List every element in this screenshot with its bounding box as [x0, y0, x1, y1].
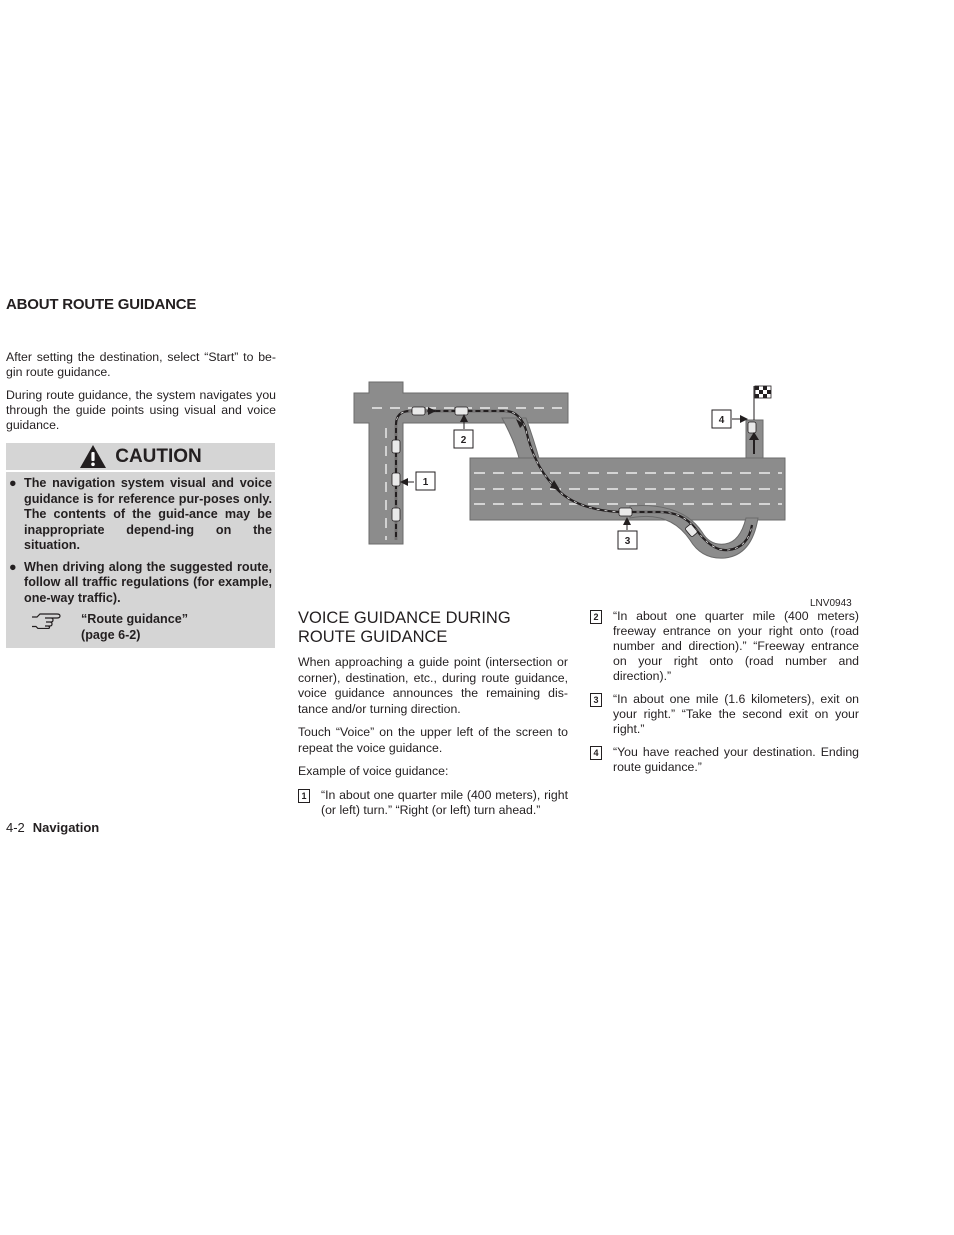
voice-paragraph-3: Example of voice guidance: [298, 764, 449, 778]
cross-reference [31, 611, 188, 643]
caution-list [6, 476, 275, 612]
voice-guidance-heading: VOICE GUIDANCE DURING ROUTE GUIDANCE [298, 609, 511, 646]
page-footer [6, 820, 99, 835]
cross-reference-page: (page 6-2) [81, 628, 141, 642]
voice-example-list [590, 609, 859, 783]
caution-title: CAUTION [115, 445, 202, 467]
caution-item [6, 476, 275, 554]
caution-item-text: When driving along the suggested route, follow all traffic regulations (for example, one-way traffic). [24, 559, 272, 605]
footer-section: Navigation [32, 820, 100, 835]
cross-reference-text[interactable] [81, 611, 188, 643]
warning-icon [79, 444, 107, 469]
item-number-box: 2 [590, 610, 602, 624]
route-diagram [330, 380, 800, 595]
figure-id: LNV0943 [810, 598, 852, 609]
voice-paragraph-1: When approaching a guide point (intersection or corner), destination, etc., during route guidance, voice guidance announces the remaining dis-tance and/or turning direction. [298, 655, 568, 716]
cross-reference-title: “Route guidance” [81, 612, 189, 626]
bullet-icon: ● [9, 476, 17, 490]
item-number-box: 3 [590, 693, 602, 707]
voice-example-item [298, 788, 568, 818]
callout-4-label: 4 [718, 415, 725, 426]
voice-example-text: “In about one mile (1.6 kilometers), exit on your right.” “Take the second exit on your right.” [613, 692, 859, 736]
callout-1-label: 1 [422, 477, 429, 488]
item-number-box: 4 [590, 746, 602, 760]
page-number: 4-2 [6, 820, 25, 835]
voice-example-text: “In about one quarter mile (400 meters), right (or left) turn.” “Right (or left) turn ahead.” [321, 787, 568, 817]
voice-example-text: “In about one quarter mile (400 meters) freeway entrance on your right onto (road number and direction).” “Freeway entrance on your right onto (road number and direction).” [613, 609, 859, 683]
voice-example-item [590, 609, 859, 684]
voice-guidance-body [298, 655, 568, 818]
pointing-hand-icon [31, 611, 63, 629]
caution-item [6, 560, 275, 607]
voice-paragraph-2: Touch “Voice” on the upper left of the screen to repeat the voice guidance. [298, 725, 568, 755]
caution-box [6, 443, 275, 648]
voice-example-item [590, 745, 859, 775]
voice-example-item [590, 692, 859, 737]
bullet-icon: ● [9, 559, 17, 574]
callout-2-label: 2 [460, 435, 467, 446]
callout-3-label: 3 [624, 536, 631, 547]
voice-example-text: “You have reached your destination. Ending route guidance.” [613, 745, 859, 774]
intro-paragraph-2: During route guidance, the system navigates you through the guide points using visual and voice guidance. [6, 388, 276, 432]
intro-paragraph-1: After setting the destination, select “Start” to be-gin route guidance. [6, 350, 276, 379]
caution-header [6, 443, 275, 472]
intro-text [6, 350, 276, 441]
section-heading: ABOUT ROUTE GUIDANCE [6, 296, 197, 313]
item-number-box: 1 [298, 789, 310, 803]
caution-item-text: The navigation system visual and voice guidance is for reference pur-poses only. The contents of the guid-ance may be inappropriate depend-ing on the situation. [24, 476, 272, 552]
